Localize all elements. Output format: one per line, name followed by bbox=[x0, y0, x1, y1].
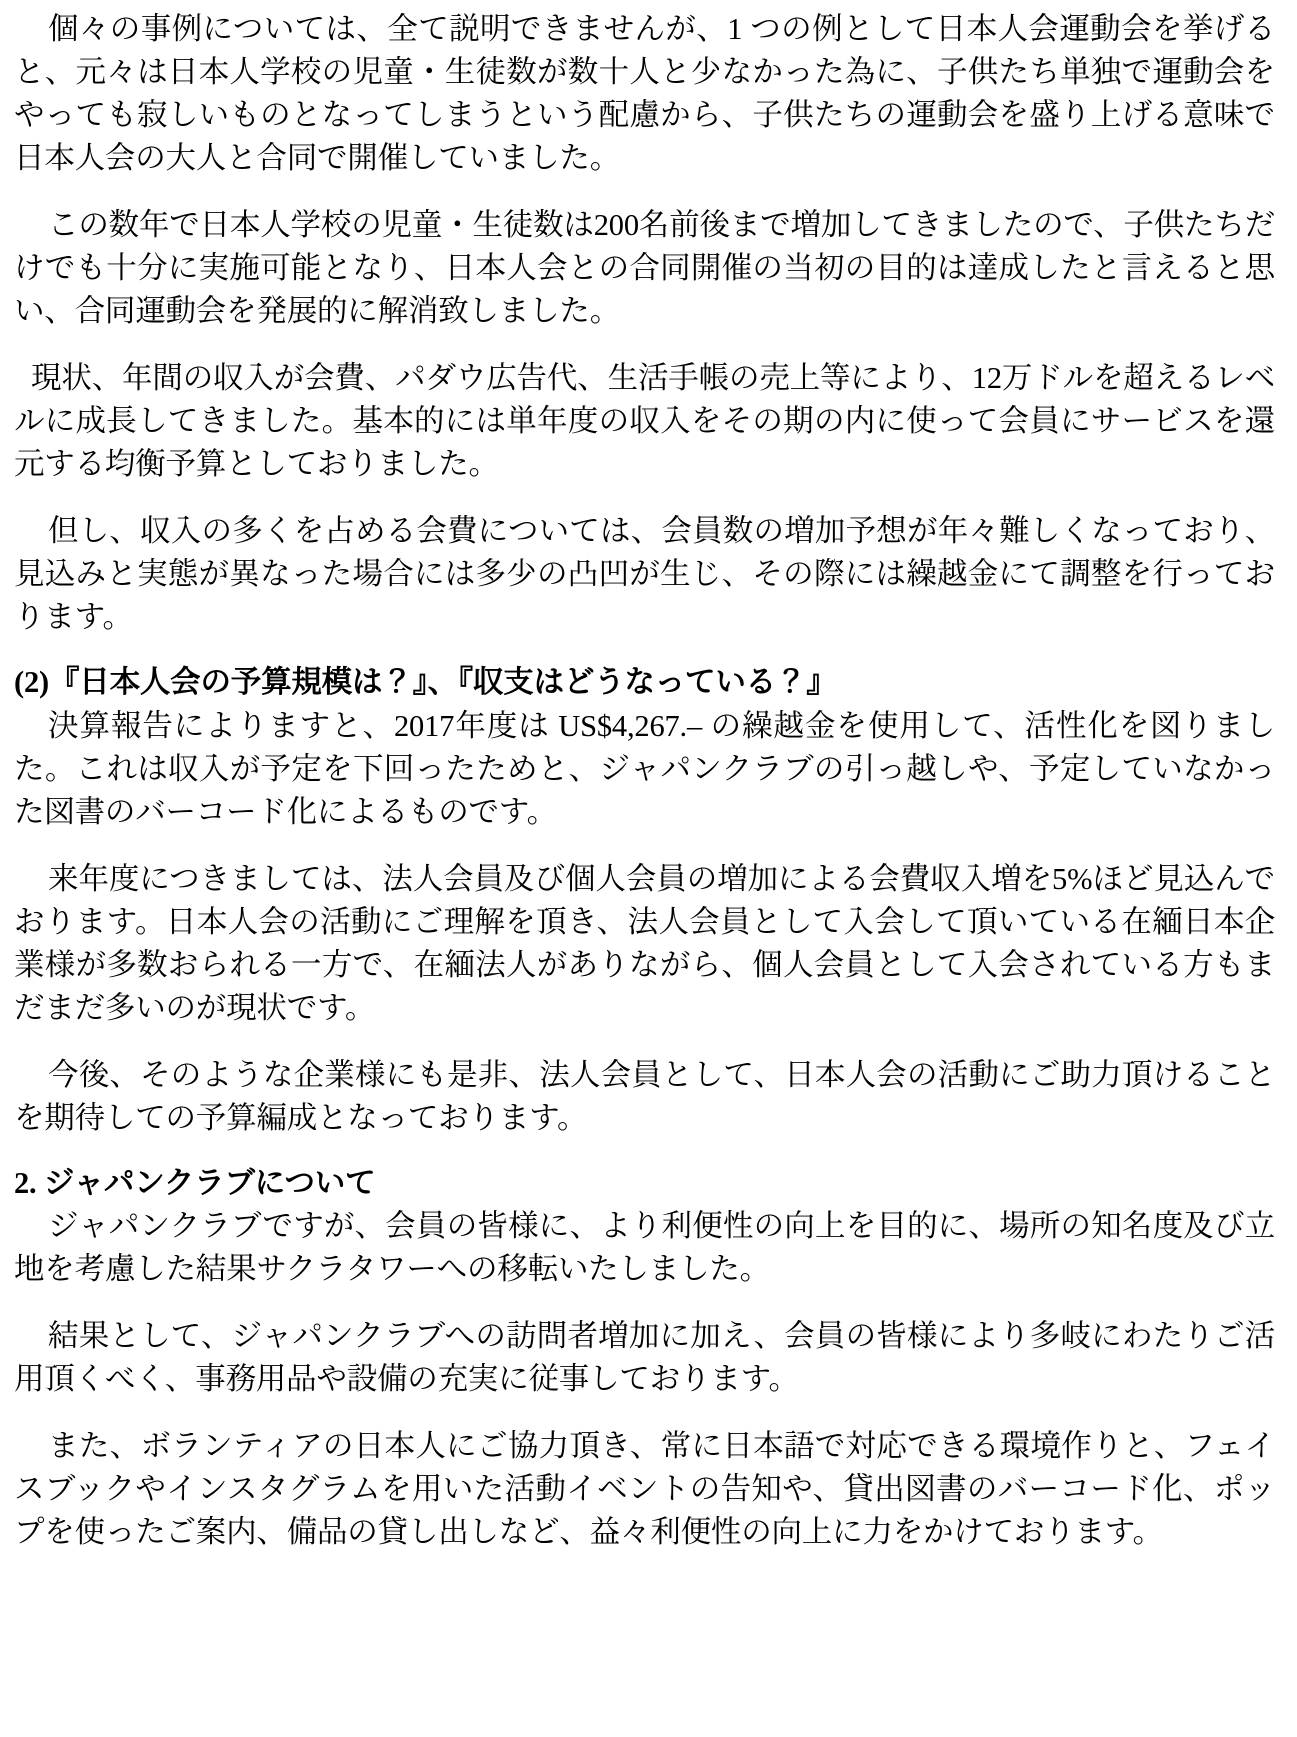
paragraph: 現状、年間の収入が会費、パダウ広告代、生活手帳の売上等により、12万ドルを超えるレベルに成長してきました。基本的には単年度の収入をその期の内に使って会員にサービスを還元する均衡予算としておりました。 bbox=[14, 361, 1275, 481]
paragraph: 来年度につきましては、法人会員及び個人会員の増加による会費収入増を5%ほど見込んでおります。日本人会の活動にご理解を頂き、法人会員として入会して頂いている在緬日本企業様が多数おられる一方で、在緬法人がありながら、個人会員として入会されている方もまだまだ多いのが現状です。 bbox=[14, 861, 1275, 1025]
paragraph: ジャパンクラブですが、会員の皆様に、より利便性の向上を目的に、場所の知名度及び立地を考慮した結果サクラタワーへの移転いたしました。 bbox=[14, 1209, 1275, 1287]
paragraph: 決算報告によりますと、2017年度は US$4,267.– の繰越金を使用して、活性化を図りました。これは収入が予定を下回ったためと、ジャパンクラブの引っ越しや、予定していなかった図書のバーコード化によるものです。 bbox=[14, 708, 1275, 829]
paragraph: 但し、収入の多くを占める会費については、会員数の増加予想が年々難しくなっており、見込みと実態が異なった場合には多少の凸凹が生じ、その際には繰越金にて調整を行っております。 bbox=[14, 514, 1275, 634]
paragraph: 個々の事例については、全て説明できませんが、1 つの例として日本人会運動会を挙げると、元々は日本人学校の児童・生徒数が数十人と少なかった為に、子供たち単独で運動会をやっても寂しいものとなってしまうという配慮から、子供たちの運動会を盛り上げる意味で日本人会の大人と合同で開催していました。 bbox=[14, 12, 1275, 175]
paragraph: 結果として、ジャパンクラブへの訪問者増加に加え、会員の皆様により多岐にわたりご活用頂くべく、事務用品や設備の充実に従事しております。 bbox=[14, 1319, 1275, 1397]
paragraph: また、ボランティアの日本人にご協力頂き、常に日本語で対応できる環境作りと、フェイスブックやインスタグラムを用いた活動イベントの告知や、貸出図書のバーコード化、ポップを使ったご案内、備品の貸し出しなど、益々利便性の向上に力をかけております。 bbox=[14, 1429, 1275, 1550]
paragraph: この数年で日本人学校の児童・生徒数は200名前後まで増加してきましたので、子供たちだけでも十分に実施可能となり、日本人会との合同開催の当初の目的は達成したと言えると思い、合同運動会を発展的に解消致しました。 bbox=[14, 208, 1275, 328]
paragraph: 今後、そのような企業様にも是非、法人会員として、日本人会の活動にご助力頂けることを期待しての予算編成となっております。 bbox=[14, 1057, 1275, 1135]
section-heading: 2. ジャパンクラブについて bbox=[14, 1165, 376, 1200]
section-heading: (2)『日本人会の予算規模は？』、『収支はどうなっている？』 bbox=[14, 665, 837, 699]
